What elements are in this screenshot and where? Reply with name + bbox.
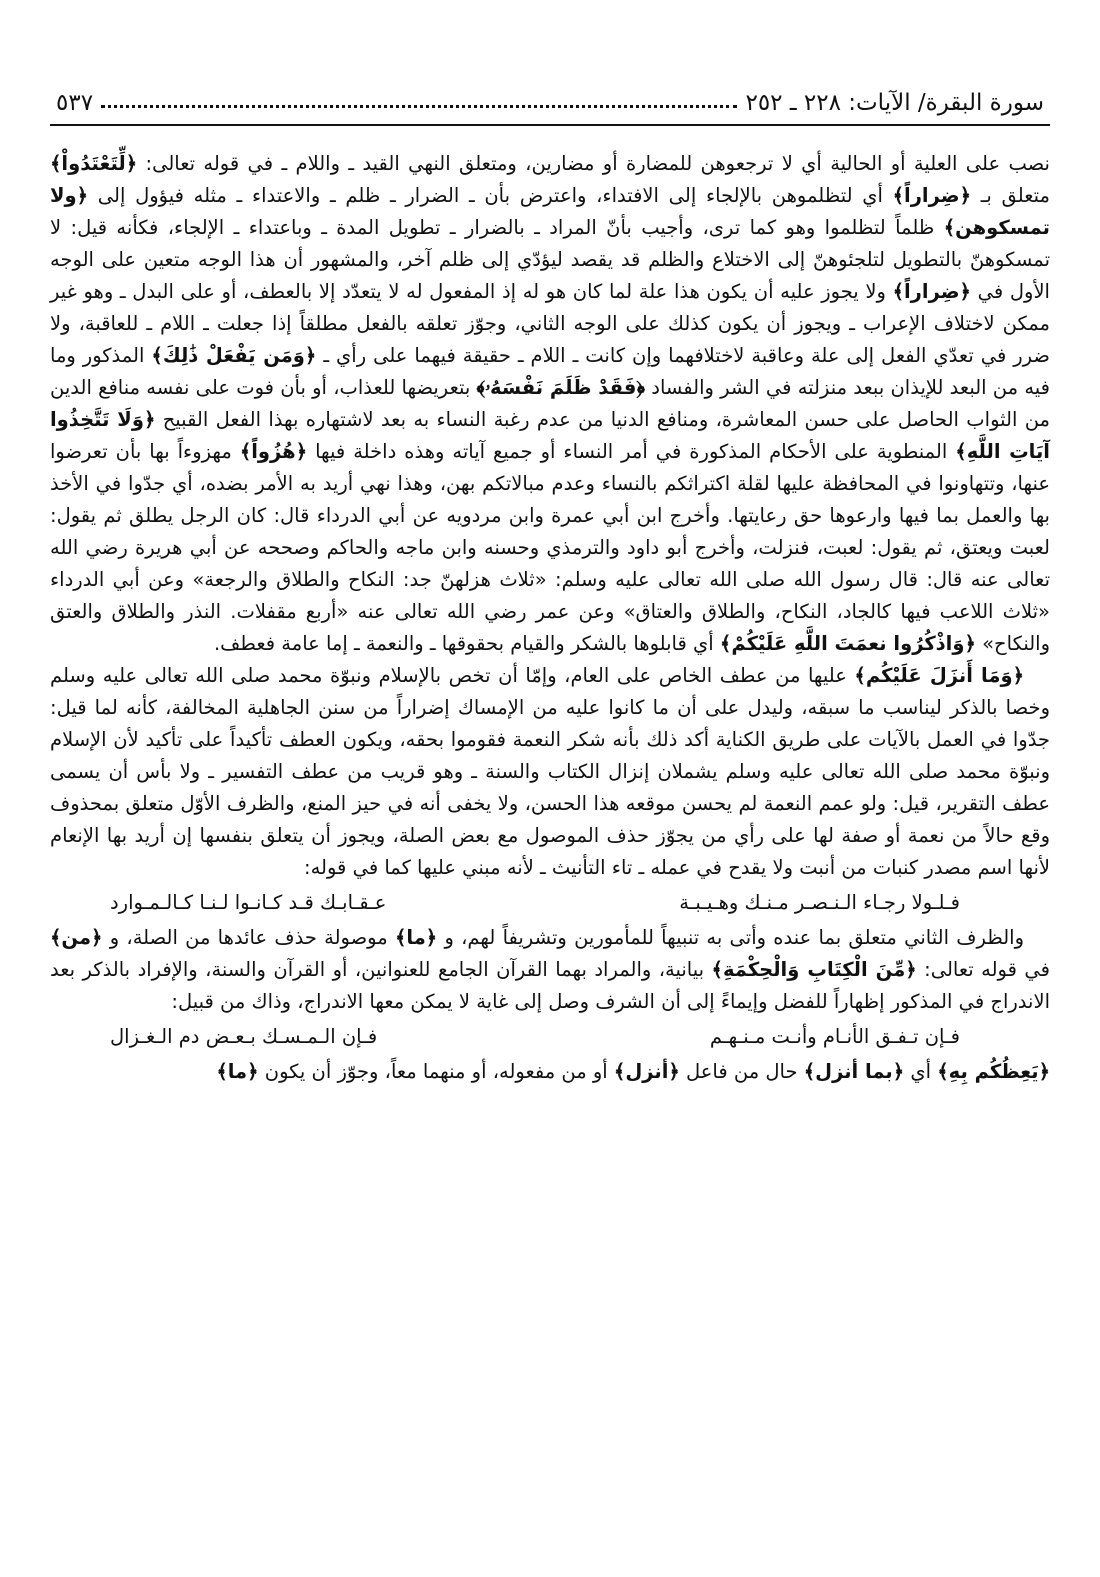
page-header bbox=[50, 70, 1050, 126]
commentary-text: موصولة حذف عائدها من الصلة، و bbox=[102, 926, 395, 949]
quran-quote: ﴿ضِراراً﴾ bbox=[892, 280, 971, 303]
commentary-text: والظرف الثاني متعلق بما عنده وأتى به تنبيهاً للمأمورين وتشريفاً لهم، و bbox=[437, 926, 1024, 949]
verse-second-hemistich: فـإن الـمـسـك بـعـض دم الـغـزال bbox=[110, 1025, 378, 1048]
commentary-text: مهزوءاً بها بأن تعرضوا عنها، وتتهاونوا في المحافظة عليها لقلة اكتراثكم بالنساء وعدم مبالاتكم بهن، وهذا نهي أريد به الأمر بضده، أي جدّوا في الأخذ بها والعمل بما فيها وارعوها حق رعايتها. وأخرج ابن أبي عمرة وابن مردويه عن أبي الدرداء قال: كان الرجل يطلق ثم يقول: لعبت ويعتق، ثم يقول: لعبت، فنزلت، وأخرج أبو داود والترمذي وحسنه وابن ماجه والحاكم وصححه عن أبي هريرة رضي الله تعالى عنه قال: قال رسول الله صلى الله تعالى عليه وسلم: «ثلاث هزلهنّ جد: النكاح والطلاق والرجعة» وعن أبي الدرداء «ثلاث اللاعب فيها كالجاد، النكاح، والطلاق والعتاق» وعن عمر رضي الله تعالى عنه «أربع مقفلات. النذر والطلاق والعتق والنكاح» bbox=[50, 440, 1050, 655]
quran-quote: ﴿ضِراراً﴾ bbox=[892, 184, 972, 207]
commentary-text: المنطوية على الأحكام المذكورة في أمر النساء أو جميع آياته وهذه داخلة فيها bbox=[307, 440, 956, 463]
poem-verse bbox=[50, 886, 1050, 920]
verse-first-hemistich: فـلـولا رجـاء الـنـصـر مـنـك وهـيـبـة bbox=[679, 891, 960, 914]
commentary-text: متعلق بـ bbox=[971, 184, 1050, 207]
quran-quote: ﴿ما﴾ bbox=[394, 926, 438, 949]
commentary-text: بيانية، والمراد بهما القرآن الجامع للعنوانين، أو القرآن والسنة، والإفراد بالذكر بعد الاندراج في المذكور إظهاراً للفضل وإيماءً إلى أن الشرف وصل إلى غاية لا يمكن معها الاندراج، وذاك من قبيل: bbox=[50, 958, 1050, 1013]
paragraph bbox=[50, 1056, 1050, 1088]
commentary-text: عليها من عطف الخاص على العام، وإمّا أن تخص بالإسلام ونبوّة محمد صلى الله تعالى عليه وسلم وخصا بالذكر ليناسب ما سبقه، وليدل على أن ما كانوا عليه من الإمساك إضراراً من سنن الجاهلية المخالفة، كأنه لما قيل: جدّوا في العمل بالآيات على طريق الكناية أكد ذلك بأنه شكر النعمة فقوموا بحقه، ويكون العطف تأكيداً على تأكيد لأن الإسلام ونبوّة محمد صلى الله تعالى عليه وسلم يشملان إنزال الكتاب والسنة ـ وهو قريب من عطف التفسير ـ ولا بأس أن يسمى عطف التقرير، قيل: ولو عمم النعمة لم يحسن موقعه هذا الحسن، ولا يخفى أنه في حيز المنع، والظرف الأوّل متعلق بمحذوف وقع حالاً من نعمة أو صفة لها على رأي من يجوّز حذف الموصول مع بعض الصلة، ويجوز أن يتعلق بنفسها إن أريد بها الإنعام لأنها اسم مصدر كنبات من أنبت ولا يقدح في عمله ـ تاء التأنيث ـ لأنه مبني عليها كما في قوله: bbox=[50, 664, 1050, 879]
quran-quote: ﴿بما أنزل﴾ bbox=[803, 1060, 905, 1083]
verse-second-hemistich: عـقـابـك قـد كـانـوا لـنـا كـالـمـوارد bbox=[110, 891, 387, 914]
commentary-text: المذكور وما فيه من البعد للإيذان ببعد منزلته في الشر والفساد bbox=[50, 344, 1050, 399]
quran-quote: ﴿وَلَا تَتَّخِذُوا آيَاتِ اللَّهِ﴾ bbox=[50, 408, 1050, 463]
commentary-text: أي لتظلموهن بالإلجاء إلى الافتداء، واعترض بأن ـ الضرار ـ ظلم ـ والاعتداء ـ مثله فيؤول إلى bbox=[88, 184, 893, 207]
quran-quote: ﴿ما﴾ bbox=[216, 1060, 259, 1083]
verse-first-hemistich: فـإن تـفـق الأنـام وأنـت مـنـهـم bbox=[709, 1025, 960, 1048]
paragraph bbox=[50, 922, 1050, 1018]
quran-quote: ﴿لِّتَعْتَدُواْ﴾ bbox=[50, 152, 138, 175]
body-text bbox=[50, 148, 1050, 1088]
commentary-text: أي قابلوها بالشكر والقيام بحقوقها ـ والنعمة ـ إما عامة فعطف. bbox=[213, 632, 720, 655]
paragraph bbox=[50, 148, 1050, 660]
quran-quote: ﴿هُزُواً﴾ bbox=[239, 440, 308, 463]
commentary-text: في قوله تعالى: bbox=[916, 958, 1050, 981]
commentary-text: ظلماً لتظلموا وهو كما ترى، وأجيب بأنّ المراد ـ بالضرار ـ تطويل المدة ـ وباعتداء ـ الإلجاء، فكأنه قيل: لا تمسكوهنّ بالتطويل لتلجئوهنّ إلى الاختلاع والظلم قد يقصد ليؤدّي إلى ظلم آخر، والمشهور أن هذا الوجه متعين على الوجه الأول في bbox=[50, 216, 1050, 303]
commentary-text: أي bbox=[904, 1060, 938, 1083]
quran-quote: ﴿فَقَدْ ظَلَمَ نَفْسَهُۥ﴾ bbox=[476, 376, 646, 399]
running-title: سورة البقرة/ الآيات: ٢٢٨ ـ ٢٥٢ bbox=[745, 90, 1044, 116]
page-number: ٥٣٧ bbox=[56, 90, 94, 116]
document-page bbox=[50, 70, 1050, 1557]
dot-leader bbox=[101, 105, 737, 108]
quran-quote: ﴿وَاذْكُرُوا نعمَتَ اللَّهِ عَلَيْكُمْ﴾ bbox=[719, 632, 976, 655]
quran-quote: ﴿يَعِظُكُم بِهِ﴾ bbox=[937, 1060, 1050, 1083]
quran-quote: ﴿وَمَا أَنزَلَ عَلَيْكُم﴾ bbox=[854, 664, 1024, 687]
commentary-text: ولا يجوز عليه أن يكون هذا علة لما كان هو له إذ المفعول له لا يتعدّد إلا بالعطف، أو على البدل ـ وهو غير ممكن لاختلاف الإعراب ـ ويجوز أن يكون كذلك على الوجه الثاني، وجوّز تعلقه بالفعل مطلقاً إذا جعلت ـ اللام ـ للعاقبة، ولا ضرر في تعدّي الفعل إلى علة وعاقبة لاختلافهما وإن كانت ـ اللام ـ حقيقة فيهما على رأي ـ bbox=[50, 280, 1050, 367]
paragraph bbox=[50, 660, 1050, 884]
commentary-text: بتعريضها للعذاب، أو بأن فوت على نفسه منافع الدين من الثواب الحاصل على حسن المعاشرة، ومنافع الدنيا من عدم رغبة النساء به بعد لاشتهاره بهذا الفعل القبيح bbox=[50, 376, 1050, 431]
commentary-text: نصب على العلية أو الحالية أي لا ترجعوهن للمضارة أو مضارين، ومتعلق النهي القيد ـ واللام ـ في قوله تعالى: bbox=[137, 152, 1050, 175]
quran-quote: ﴿ولا تمسكوهن﴾ bbox=[50, 184, 1050, 239]
quran-quote: ﴿أنزل﴾ bbox=[613, 1060, 680, 1083]
header-title-wrap bbox=[101, 90, 1044, 116]
commentary-text: أو من مفعوله، أو منهما معاً، وجوّز أن يكون bbox=[258, 1060, 614, 1083]
quran-quote: ﴿من﴾ bbox=[50, 926, 103, 949]
quran-quote: ﴿مِّنَ الْكِتَابِ وَالْحِكْمَةِ﴾ bbox=[711, 958, 917, 981]
quran-quote: ﴿وَمَن يَفْعَلْ ذَٰلِكَ﴾ bbox=[151, 344, 317, 367]
poem-verse bbox=[50, 1020, 1050, 1054]
commentary-text: حال من فاعل bbox=[679, 1060, 804, 1083]
